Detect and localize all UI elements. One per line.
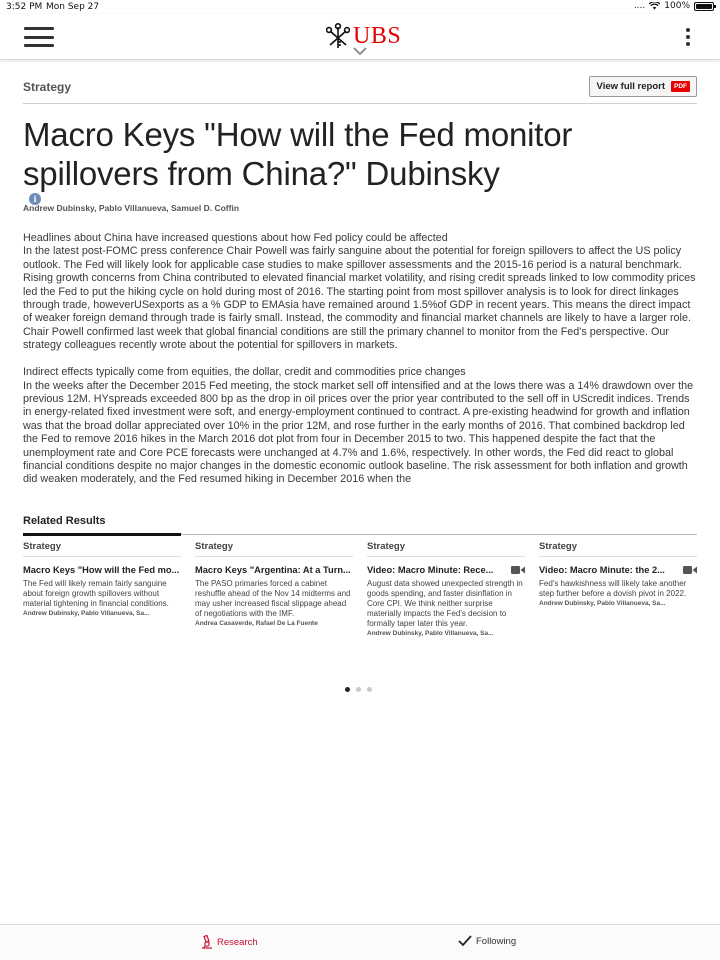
related-active-indicator — [23, 533, 181, 536]
paragraph-lead: Indirect effects typically come from equities, the dollar, credit and commodities price changes — [23, 366, 466, 379]
card-category: Strategy — [195, 541, 353, 557]
microscope-icon — [201, 935, 213, 949]
article-paragraph — [23, 366, 697, 487]
bottom-tab-bar — [0, 924, 720, 960]
related-card[interactable] — [23, 541, 181, 617]
card-category: Strategy — [23, 541, 181, 557]
status-indicators — [634, 1, 714, 11]
wifi-icon — [649, 2, 660, 10]
pager-dot[interactable] — [356, 687, 361, 692]
article-category: Strategy — [23, 80, 72, 94]
article-body — [23, 232, 697, 494]
tab-following[interactable] — [458, 935, 516, 947]
card-authors: Andrew Dubinsky, Pablo Villanueva, Sa... — [367, 630, 494, 637]
card-category: Strategy — [367, 541, 525, 557]
chevron-down-icon[interactable] — [353, 47, 367, 56]
tab-research[interactable] — [201, 935, 258, 949]
article-authors[interactable]: Andrew Dubinsky, Pablo Villanueva, Samuel D. Coffin — [23, 203, 240, 213]
article-title: Macro Keys "How will the Fed monitor spillovers from China?" Dubinsky — [23, 116, 573, 192]
card-authors: Andrew Dubinsky, Pablo Villanueva, Sa... — [539, 600, 666, 607]
view-full-report-button[interactable] — [589, 76, 697, 97]
signal-indicator: .... — [633, 1, 646, 11]
article-meta-row — [23, 72, 697, 104]
article-paragraph — [23, 232, 697, 353]
ubs-logo[interactable] — [326, 23, 401, 49]
video-camera-icon — [683, 565, 697, 575]
card-authors: Andrew Dubinsky, Pablo Villanueva, Sa... — [23, 610, 150, 617]
related-results-heading: Related Results — [23, 515, 106, 527]
checkmark-icon — [458, 935, 472, 947]
carousel-pager[interactable] — [345, 687, 372, 692]
paragraph-text: In the weeks after the December 2015 Fed meeting, the stock market sell off intensified and at the lows there was a 14% drawdown over the previous 12M. HYspreads exceeded 800 bp as the drop in oil prices over the prior year contributed to the sell off in UScredit indices. Trends in energy-related fixed investment were soft, and energy-employment continued to contract. A pre-existing headwind for growth and inflation was that the broad dollar appreciated over 10% in the prior 12M, and rose further in the early months of 2016. That combined backdrop led the Fed to remove 2016 hikes in the March 2016 dot plot from four in December 2015 to two. This happened despite the fact that the unemployment rate and Core PCE forecasts were unchanged at 4.7% and 1.6%, respectively. In other words, the Fed did react to global financial conditions despite no major changes in the domestic economic outlook baseline. The risk assessment for both inflation and growth did weaken moderately, and the Fed resumed hiking in December 2016 when the — [23, 379, 694, 486]
related-card[interactable] — [539, 541, 697, 607]
card-title: Macro Keys "How will the Fed mo... — [23, 565, 180, 575]
card-title: Video: Macro Minute: the 2... — [539, 565, 665, 575]
related-cards — [23, 541, 697, 641]
pdf-badge: PDF — [671, 81, 690, 92]
card-description: The PASO primaries forced a cabinet reshuffle ahead of the Nov 14 midterms and may usher increased fiscal slippage ahead of negotiations with the IMF. — [195, 579, 351, 618]
menu-icon[interactable] — [24, 27, 54, 47]
card-description: The Fed will likely remain fairly sanguine about foreign growth spillovers without material tightening in financial conditions. — [23, 579, 169, 608]
battery-icon — [694, 2, 714, 11]
more-options-icon[interactable] — [684, 28, 692, 46]
card-title: Video: Macro Minute: Rece... — [367, 565, 494, 575]
view-report-label: View full report — [596, 81, 665, 92]
tab-following-label: Following — [476, 935, 517, 947]
status-bar — [0, 0, 720, 14]
logo-text: UBS — [353, 23, 402, 49]
battery-percent: 100% — [664, 1, 690, 11]
status-date: Mon Sep 27 — [46, 2, 100, 12]
status-time: 3:52 PM — [6, 2, 43, 12]
video-camera-icon — [511, 565, 525, 575]
card-authors: Andrea Casaverde, Rafael De La Fuente — [195, 620, 318, 627]
card-description: August data showed unexpected strength in goods spending, and faster disinflation in Core CPI. We think neither surprise materially impacts the Fed's decision to formally taper later this year. — [367, 579, 523, 628]
pager-dot[interactable] — [367, 687, 372, 692]
related-card[interactable] — [367, 541, 525, 637]
tab-research-label: Research — [217, 936, 258, 948]
card-title: Macro Keys "Argentina: At a Turn... — [195, 565, 351, 575]
app-header — [0, 14, 720, 60]
card-description: Fed's hawkishness will likely take another step further before a dovish pivot in 2022. — [539, 579, 687, 598]
card-category: Strategy — [539, 541, 697, 557]
paragraph-lead: Headlines about China have increased questions about how Fed policy could be affected — [23, 232, 448, 244]
info-icon[interactable]: i — [29, 193, 41, 205]
ubs-keys-icon — [326, 23, 350, 49]
related-card[interactable] — [195, 541, 353, 627]
paragraph-text: In the latest post-FOMC press conference Chair Powell was fairly sanguine about the potential for foreign spillovers to affect the US policy outlook. The Fed will likely look for applicable case studies to make spillover assessments and the 2015-16 period is a natural benchmark. Rising growth concerns from China contributed to elevated financial market volatility, and rising credit spreads linked to low commodity prices led the Fed to put the hiking cycle on hold during most of 2016. The starting point from most spillover analysis is to look for direct linkages through trade, howeverUSexports as a % GDP to EMAsia have remained around 1.5%of GDP in recent years. This means the direct impact of weaker foreign demand through trade is fairly small. Instead, the commodity and financial market channels are likely to have a larger role. Chair Powell confirmed last week that global financial conditions are still the primary channel to monitor from the Fed's perspective. Our strategy colleagues recently wrote about the potential for spillovers in markets. — [23, 245, 696, 352]
pager-dot[interactable] — [345, 687, 350, 692]
